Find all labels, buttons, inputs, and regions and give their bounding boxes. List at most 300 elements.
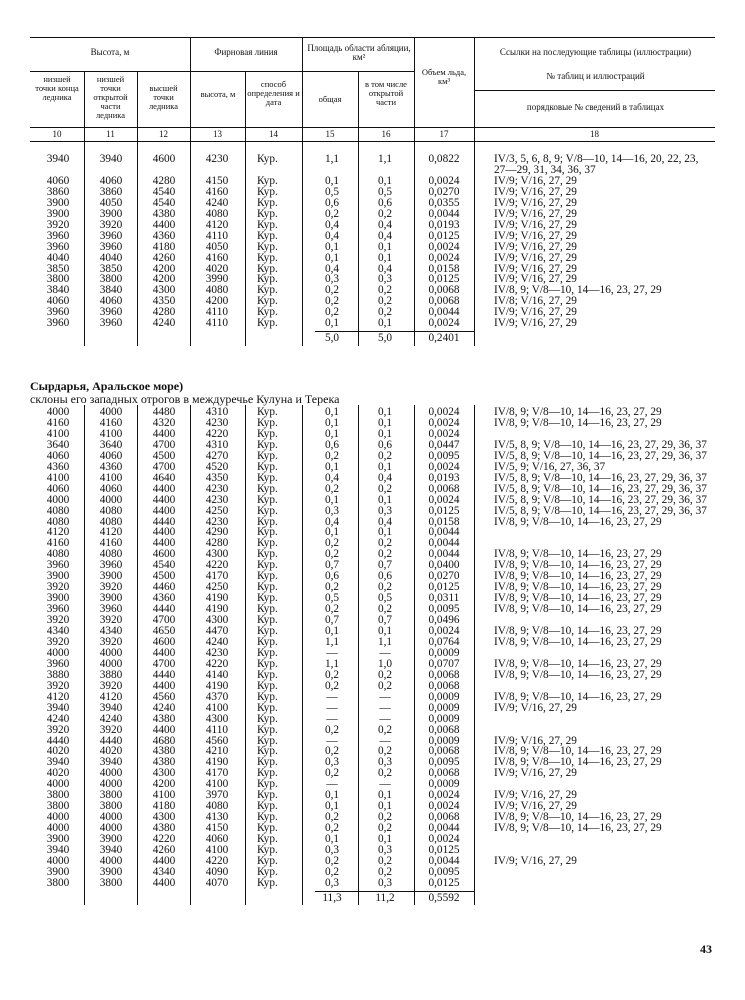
colnum-16: 16 — [381, 129, 391, 139]
cell-ice-volume: 0,0044 — [428, 537, 460, 550]
cell-low-end: 4340 — [46, 625, 70, 637]
cell-low-end: 3900 — [46, 207, 70, 220]
cell-firn-method: Кур. — [257, 406, 278, 418]
cell-area-open: 0,1 — [377, 174, 393, 187]
cell-ice-volume: 0,0068 — [428, 668, 460, 681]
cell-high-point: 4180 — [152, 240, 176, 253]
cell-low-end: 4020 — [46, 745, 70, 758]
cell-low-open: 3850 — [99, 262, 123, 275]
cell-firn-height: 4520 — [205, 460, 229, 473]
table-row — [0, 274, 745, 285]
table-row — [0, 637, 745, 648]
cell-area-total: 0,2 — [324, 865, 340, 878]
cell-low-end: 3920 — [46, 723, 70, 736]
cell-area-open: 1,1 — [377, 635, 393, 648]
cell-area-open: 0,7 — [377, 559, 393, 572]
cell-refs: IV/8, 9; V/8—10, 14—16, 23, 27, 29 — [494, 406, 662, 418]
cell-high-point: 4400 — [152, 504, 176, 517]
cell-ice-volume: 0,0024 — [428, 460, 460, 473]
cell-low-open: 4060 — [99, 295, 123, 308]
cell-high-point: 4640 — [152, 471, 176, 484]
cell-area-total: 0,2 — [324, 767, 340, 780]
cell-low-end: 3850 — [46, 262, 70, 275]
cell-area-open: 0,4 — [377, 262, 393, 275]
table-row — [0, 440, 745, 451]
table2-total-area: 11,3 — [322, 892, 342, 904]
cell-area-total: 0,1 — [324, 406, 340, 418]
cell-firn-method: Кур. — [257, 690, 278, 703]
cell-ice-volume: 0,0068 — [428, 482, 460, 495]
cell-ice-volume: 0,0068 — [428, 284, 460, 297]
table-row — [0, 187, 745, 198]
cell-low-end: 3900 — [46, 196, 70, 209]
cell-area-total: 0,6 — [324, 196, 340, 209]
cell-firn-height: 4270 — [205, 449, 229, 462]
cell-ice-volume: 0,0024 — [428, 800, 460, 813]
header-top-rule — [30, 37, 715, 38]
cell-firn-method: Кур. — [257, 865, 278, 878]
cell-area-total: 0,4 — [324, 218, 340, 231]
cell-firn-method: Кур. — [257, 416, 278, 429]
table1-total-volume: 0,2401 — [428, 332, 460, 344]
cell-low-open: 3960 — [99, 317, 123, 330]
cell-firn-height: 4220 — [205, 427, 229, 440]
cell-firn-method: Кур. — [257, 196, 278, 209]
cell-high-point: 4350 — [152, 295, 176, 308]
cell-low-end: 4160 — [46, 416, 70, 429]
cell-low-open: 3900 — [99, 207, 123, 220]
cell-low-end: 4000 — [46, 493, 70, 506]
cell-ice-volume: 0,0822 — [428, 153, 460, 165]
cell-low-open: 3920 — [99, 581, 123, 594]
cell-low-open: 4080 — [99, 548, 123, 561]
cell-area-total: 0,1 — [324, 625, 340, 637]
cell-firn-method: Кур. — [257, 427, 278, 440]
cell-ice-volume: 0,0355 — [428, 196, 460, 209]
cell-area-open: 0,2 — [377, 811, 393, 824]
table-row — [0, 615, 745, 626]
cell-high-point: 4460 — [152, 581, 176, 594]
table-row — [0, 462, 745, 473]
cell-low-open: 4000 — [99, 657, 123, 670]
height-group-rule — [30, 71, 190, 72]
cell-area-open: — — [379, 646, 391, 659]
cell-area-open: 0,4 — [377, 218, 393, 231]
table-row — [0, 867, 745, 878]
cell-ice-volume: 0,0068 — [428, 679, 460, 692]
cell-ice-volume: 0,0024 — [428, 625, 460, 637]
cell-area-open: 0,1 — [377, 789, 393, 802]
cell-ice-volume: 0,0068 — [428, 767, 460, 780]
cell-ice-volume: 0,0764 — [428, 635, 460, 648]
cell-refs: IV/3, 5, 6, 8, 9; V/8—10, 14—16, 20, 22, 23, — [494, 153, 699, 165]
cell-ice-volume: 0,0024 — [428, 251, 460, 264]
cell-area-open: 0,2 — [377, 306, 393, 319]
cell-area-total: 0,1 — [324, 251, 340, 264]
cell-high-point: 4500 — [152, 570, 176, 583]
cell-ice-volume: 0,0044 — [428, 306, 460, 319]
table-row — [0, 790, 745, 801]
table-row — [0, 768, 745, 779]
cell-refs: IV/8, 9; V/8—10, 14—16, 23, 27, 29 — [494, 581, 662, 594]
colnum-10: 10 — [52, 129, 62, 139]
column-number-rule — [30, 127, 715, 128]
cell-firn-method: Кур. — [257, 811, 278, 824]
cell-low-end: 3920 — [46, 679, 70, 692]
cell-low-open: 4160 — [99, 416, 123, 429]
cell-area-open: 0,1 — [377, 317, 393, 330]
cell-refs: IV/8, 9; V/8—10, 14—16, 23, 27, 29 — [494, 745, 662, 758]
cell-area-total: 0,1 — [324, 833, 340, 846]
cell-firn-method: Кур. — [257, 482, 278, 495]
colnum-17: 17 — [439, 129, 449, 139]
table-row — [0, 451, 745, 462]
table-row — [0, 736, 745, 747]
cell-area-open: 0,2 — [377, 581, 393, 594]
cell-firn-method: Кур. — [257, 844, 278, 856]
cell-low-open: 4000 — [99, 767, 123, 780]
cell-area-open: 0,2 — [377, 822, 393, 835]
cell-area-total: 0,2 — [324, 482, 340, 495]
col11-header: низшей точки открытой части ледника — [93, 74, 128, 120]
cell-firn-method: Кур. — [257, 592, 278, 605]
cell-firn-method: Кур. — [257, 251, 278, 264]
cell-high-point: 4320 — [152, 416, 176, 429]
cell-low-end: 4360 — [46, 460, 70, 473]
cell-area-total: 0,6 — [324, 570, 340, 583]
cell-area-total: 0,4 — [324, 471, 340, 484]
table-row — [0, 296, 745, 307]
firn-group-rule — [190, 71, 302, 72]
cell-high-point: 4360 — [152, 592, 176, 605]
cell-low-open: 3920 — [99, 218, 123, 231]
cell-refs: IV/8, 9; V/8—10, 14—16, 23, 27, 29 — [494, 657, 662, 670]
cell-firn-height: 4190 — [205, 603, 229, 616]
cell-refs: IV/9; V/16, 27, 29 — [494, 174, 577, 187]
cell-area-open: 0,2 — [377, 449, 393, 462]
cell-ice-volume: 0,0044 — [428, 854, 460, 867]
cell-low-open: 4340 — [99, 625, 123, 637]
cell-firn-height: 4190 — [205, 592, 229, 605]
table-row — [0, 714, 745, 725]
cell-firn-method: Кур. — [257, 712, 278, 725]
cell-high-point: 4540 — [152, 559, 176, 572]
colnum-12: 12 — [159, 129, 168, 139]
cell-low-open: 3960 — [99, 559, 123, 572]
cell-area-total: — — [326, 701, 338, 714]
cell-firn-height: 4050 — [205, 240, 229, 253]
cell-high-point: 4600 — [152, 635, 176, 648]
cell-area-open: 0,1 — [377, 526, 393, 539]
cell-high-point: 4300 — [152, 811, 176, 824]
cell-firn-height: 4150 — [205, 822, 229, 835]
cell-area-total: 0,2 — [324, 822, 340, 835]
cell-area-open: 0,3 — [377, 504, 393, 517]
cell-firn-height: 4210 — [205, 745, 229, 758]
cell-area-open: 0,2 — [377, 284, 393, 297]
table-row — [0, 582, 745, 593]
cell-area-total: — — [326, 646, 338, 659]
cell-low-open: 3960 — [99, 240, 123, 253]
cell-high-point: 4540 — [152, 185, 176, 198]
cell-high-point: 4280 — [152, 306, 176, 319]
cell-low-open: 3880 — [99, 668, 123, 681]
cell-area-total: 0,1 — [324, 460, 340, 473]
cell-area-open: 0,7 — [377, 614, 393, 627]
cell-firn-height: 4230 — [205, 482, 229, 495]
cell-firn-height: 4130 — [205, 811, 229, 824]
cell-area-open: 0,1 — [377, 800, 393, 813]
cell-firn-height: 4150 — [205, 174, 229, 187]
cell-area-total: 0,3 — [324, 504, 340, 517]
table-row — [0, 209, 745, 220]
cell-area-total: 0,1 — [324, 526, 340, 539]
refs-sub2-label: порядковые № сведений в таблицах — [526, 102, 665, 112]
cell-area-total: 0,1 — [324, 416, 340, 429]
cell-low-open: 4080 — [99, 504, 123, 517]
cell-firn-height: 4220 — [205, 559, 229, 572]
cell-low-open: 4000 — [99, 406, 123, 418]
cell-firn-method: Кур. — [257, 833, 278, 846]
cell-firn-height: 4080 — [205, 284, 229, 297]
cell-area-total: 0,2 — [324, 306, 340, 319]
table-row — [0, 845, 745, 856]
cell-area-open: 0,2 — [377, 548, 393, 561]
cell-area-total: 0,4 — [324, 262, 340, 275]
cell-firn-method: Кур. — [257, 559, 278, 572]
cell-low-end: 3940 — [46, 844, 70, 856]
cell-high-point: 4280 — [152, 174, 176, 187]
cell-area-open: — — [379, 712, 391, 725]
cell-high-point: 4400 — [152, 427, 176, 440]
cell-area-total: 0,5 — [324, 185, 340, 198]
cell-high-point: 4240 — [152, 701, 176, 714]
cell-area-open: — — [379, 778, 391, 791]
cell-area-total: 0,6 — [324, 438, 340, 451]
table2-total-open-area: 11,2 — [375, 892, 395, 904]
cell-ice-volume: 0,0125 — [428, 844, 460, 856]
cell-firn-height: 4250 — [205, 581, 229, 594]
table-row — [0, 812, 745, 823]
cell-low-end: 3900 — [46, 833, 70, 846]
cell-ice-volume: 0,0009 — [428, 712, 460, 725]
cell-area-total: — — [326, 712, 338, 725]
colnum-18: 18 — [590, 129, 599, 139]
cell-firn-method: Кур. — [257, 822, 278, 835]
cell-area-total: 0,5 — [324, 592, 340, 605]
cell-ice-volume: 0,0311 — [428, 592, 460, 605]
cell-firn-height: 4250 — [205, 504, 229, 517]
cell-low-open: 4120 — [99, 526, 123, 539]
table-row — [0, 538, 745, 549]
cell-high-point: 4100 — [152, 789, 176, 802]
cell-area-open: 0,2 — [377, 603, 393, 616]
cell-firn-method: Кур. — [257, 295, 278, 308]
col17-header: Объем льда, км³ — [421, 67, 467, 86]
cell-high-point: 4380 — [152, 745, 176, 758]
cell-refs: IV/8, 9; V/8—10, 14—16, 23, 27, 29 — [494, 548, 662, 561]
cell-area-open: 0,1 — [377, 240, 393, 253]
cell-high-point: 4380 — [152, 207, 176, 220]
cell-low-end: 4100 — [46, 471, 70, 484]
table-row — [0, 856, 745, 867]
cell-low-end: 3960 — [46, 603, 70, 616]
cell-firn-method: Кур. — [257, 207, 278, 220]
cell-low-end: 4060 — [46, 295, 70, 308]
cell-high-point: 4650 — [152, 625, 176, 637]
cell-firn-height: 4190 — [205, 679, 229, 692]
cell-high-point: 4400 — [152, 493, 176, 506]
cell-low-open: 3960 — [99, 603, 123, 616]
cell-area-total: 0,1 — [324, 427, 340, 440]
cell-high-point: 4400 — [152, 526, 176, 539]
cell-firn-method: Кур. — [257, 218, 278, 231]
cell-ice-volume: 0,0095 — [428, 603, 460, 616]
cell-area-open: 0,1 — [377, 833, 393, 846]
cell-refs: IV/9; V/16, 27, 29 — [494, 218, 577, 231]
cell-high-point: 4700 — [152, 614, 176, 627]
cell-firn-method: Кур. — [257, 635, 278, 648]
cell-area-total: 0,2 — [324, 284, 340, 297]
cell-high-point: 4200 — [152, 262, 176, 275]
cell-high-point: 4560 — [152, 690, 176, 703]
cell-high-point: 4300 — [152, 767, 176, 780]
cell-area-open: 0,3 — [377, 844, 393, 856]
cell-high-point: 4400 — [152, 679, 176, 692]
cell-low-open: 3860 — [99, 185, 123, 198]
table-row — [0, 681, 745, 692]
cell-high-point: 4700 — [152, 438, 176, 451]
cell-firn-method: Кур. — [257, 723, 278, 736]
cell-firn-method: Кур. — [257, 854, 278, 867]
cell-area-open: 0,6 — [377, 438, 393, 451]
cell-low-open: 3960 — [99, 229, 123, 242]
cell-area-open: 0,2 — [377, 745, 393, 758]
cell-area-open: 0,2 — [377, 679, 393, 692]
cell-ice-volume: 0,0095 — [428, 865, 460, 878]
cell-area-total: 0,2 — [324, 537, 340, 550]
cell-high-point: 4200 — [152, 273, 176, 286]
cell-high-point: 4440 — [152, 668, 176, 681]
cell-refs: IV/9; V/16, 27, 29 — [494, 854, 577, 867]
table-row — [0, 253, 745, 264]
cell-ice-volume: 0,0024 — [428, 789, 460, 802]
cell-low-end: 3940 — [46, 701, 70, 714]
cell-firn-height: 4070 — [205, 876, 229, 889]
table-row — [0, 231, 745, 242]
cell-low-open: 4100 — [99, 471, 123, 484]
cell-ice-volume: 0,0024 — [428, 317, 460, 330]
cell-high-point: 4260 — [152, 251, 176, 264]
cell-area-open: 0,5 — [377, 185, 393, 198]
cell-area-open: 0,2 — [377, 723, 393, 736]
cell-area-open: — — [379, 690, 391, 703]
cell-firn-method: Кур. — [257, 471, 278, 484]
cell-ice-volume: 0,0095 — [428, 756, 460, 769]
cell-firn-height: 4240 — [205, 635, 229, 648]
cell-area-open: 1,1 — [377, 153, 393, 165]
cell-low-end: 3900 — [46, 570, 70, 583]
cell-area-total: 0,3 — [324, 756, 340, 769]
cell-low-open: 3940 — [99, 844, 123, 856]
cell-low-open: 4160 — [99, 537, 123, 550]
cell-firn-method: Кур. — [257, 668, 278, 681]
col12-header: высшей точки ледника — [148, 83, 179, 111]
cell-firn-height: 4170 — [205, 570, 229, 583]
cell-area-total: 0,2 — [324, 679, 340, 692]
table-row — [0, 648, 745, 659]
cell-refs: IV/8, 9; V/8—10, 14—16, 23, 27, 29 — [494, 603, 662, 616]
section-subtitle: склоны его западных отрогов в междуречье Кулуна и Терека — [30, 392, 340, 406]
cell-refs: IV/5, 8, 9; V/8—10, 14—16, 23, 27, 29, 36, 37 — [494, 471, 707, 484]
cell-refs: IV/8, 9; V/8—10, 14—16, 23, 27, 29 — [494, 284, 662, 297]
cell-firn-method: Кур. — [257, 240, 278, 253]
cell-low-open: 4120 — [99, 690, 123, 703]
cell-ice-volume: 0,0024 — [428, 427, 460, 440]
table-row — [0, 549, 745, 560]
cell-ice-volume: 0,0125 — [428, 229, 460, 242]
table-row — [0, 473, 745, 484]
header-bottom-rule — [30, 141, 715, 142]
table-row — [0, 407, 745, 418]
cell-area-total: 0,1 — [324, 789, 340, 802]
cell-area-open: 0,2 — [377, 865, 393, 878]
cell-low-end: 4000 — [46, 854, 70, 867]
cell-firn-method: Кур. — [257, 537, 278, 550]
cell-firn-method: Кур. — [257, 174, 278, 187]
cell-area-total: 0,7 — [324, 559, 340, 572]
cell-high-point: 4220 — [152, 833, 176, 846]
cell-firn-method: Кур. — [257, 625, 278, 637]
cell-low-end: 3960 — [46, 229, 70, 242]
cell-low-end: 4000 — [46, 822, 70, 835]
cell-low-end: 3800 — [46, 789, 70, 802]
cell-refs: IV/8, 9; V/8—10, 14—16, 23, 27, 29 — [494, 756, 662, 769]
cell-high-point: 4400 — [152, 646, 176, 659]
cell-refs: IV/5, 8, 9; V/8—10, 14—16, 23, 27, 29, 36, 37 — [494, 482, 707, 495]
cell-area-total: 0,2 — [324, 449, 340, 462]
cell-low-end: 3880 — [46, 668, 70, 681]
table-row — [0, 703, 745, 714]
col14-header: способ определения и дата — [247, 79, 300, 107]
cell-ice-volume: 0,0707 — [428, 657, 460, 670]
cell-area-total: — — [326, 778, 338, 791]
table-row — [0, 307, 745, 318]
cell-ice-volume: 0,0024 — [428, 174, 460, 187]
cell-ice-volume: 0,0044 — [428, 548, 460, 561]
cell-low-end: 3800 — [46, 273, 70, 286]
cell-low-open: 4060 — [99, 449, 123, 462]
cell-area-open: 0,1 — [377, 493, 393, 506]
cell-area-total: 0,3 — [324, 844, 340, 856]
cell-low-open: 3960 — [99, 306, 123, 319]
cell-low-open: 3900 — [99, 592, 123, 605]
cell-firn-height: 4230 — [205, 416, 229, 429]
cell-low-end: 4040 — [46, 251, 70, 264]
cell-refs: IV/8, 9; V/8—10, 14—16, 23, 27, 29 — [494, 625, 662, 637]
cell-firn-method: Кур. — [257, 603, 278, 616]
cell-area-open: 0,1 — [377, 251, 393, 264]
cell-firn-method: Кур. — [257, 229, 278, 242]
cell-ice-volume: 0,0193 — [428, 218, 460, 231]
cell-refs: IV/9; V/16, 27, 29 — [494, 229, 577, 242]
cell-firn-method: Кур. — [257, 273, 278, 286]
cell-low-open: 4060 — [99, 482, 123, 495]
table-row — [0, 571, 745, 582]
cell-ice-volume: 0,0496 — [428, 614, 460, 627]
cell-low-end: 4000 — [46, 811, 70, 824]
table-row — [0, 154, 745, 165]
